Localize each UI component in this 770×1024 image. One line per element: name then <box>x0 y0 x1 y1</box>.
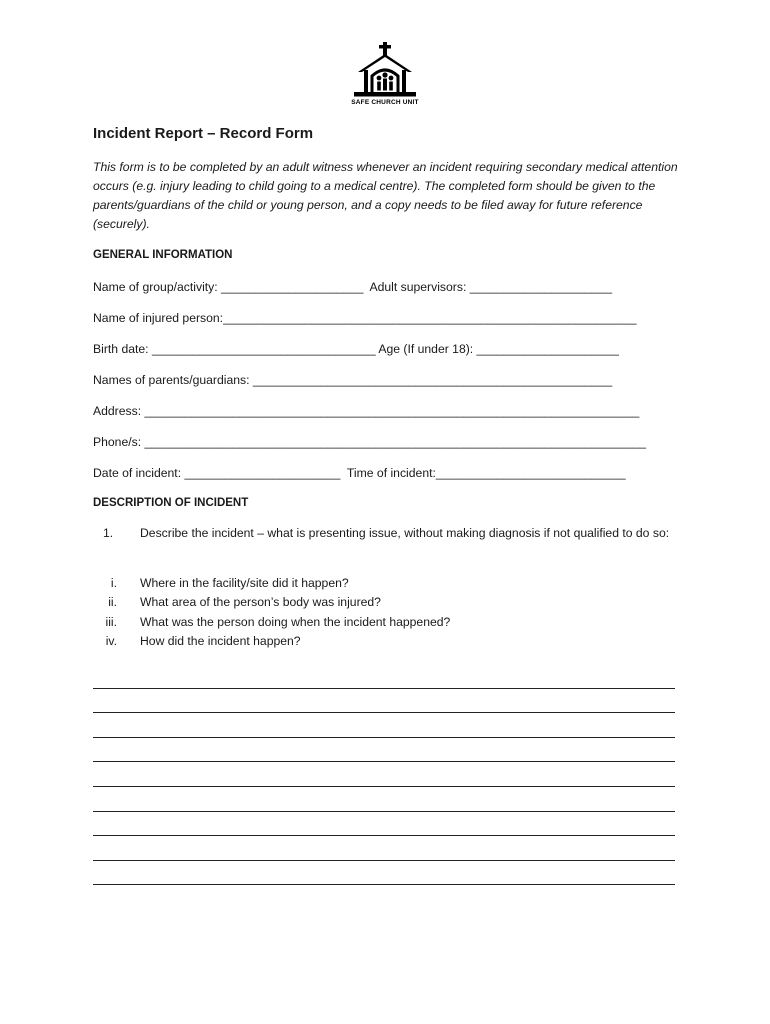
parents-guardians-field[interactable]: Names of parents/guardians: _____________________________________________________ <box>93 373 613 387</box>
question-text: Describe the incident – what is presenting issue, without making diagnosis if not qualified to do so: <box>140 526 670 540</box>
list-item <box>93 613 450 632</box>
list-item <box>93 574 450 593</box>
general-information-heading: GENERAL INFORMATION <box>93 249 233 261</box>
question-1 <box>103 524 683 544</box>
church-icon <box>350 42 420 98</box>
answer-line[interactable] <box>93 738 675 763</box>
answer-line[interactable] <box>93 689 675 714</box>
intro-paragraph: This form is to be completed by an adult witness whenever an incident requiring secondary medical attention occurs (e.g. injury leading to child going to a medical centre). The completed form should be given to the parents/guardians of the child or young person, and a copy needs to be filed away for future reference (securely). <box>93 160 678 231</box>
question-sub-list <box>93 574 450 651</box>
injured-person-field[interactable]: Name of injured person:_____________________________________________________________ <box>93 311 637 325</box>
incident-description-answer-area[interactable] <box>93 664 675 885</box>
answer-line[interactable] <box>93 861 675 886</box>
phone-field[interactable]: Phone/s: __________________________________________________________________________ <box>93 435 647 449</box>
answer-line[interactable] <box>93 762 675 787</box>
list-item-text: How did the incident happen? <box>140 633 301 648</box>
list-numeral: iii. <box>105 614 117 629</box>
page-title: Incident Report – Record Form <box>93 125 314 142</box>
date-time-of-incident-field[interactable]: Date of incident: _______________________ Time of incident:____________________________ <box>93 466 626 480</box>
address-field[interactable]: Address: _________________________________________________________________________ <box>93 404 640 418</box>
birth-date-age-field[interactable]: Birth date: _________________________________ Age (If under 18): _____________________ <box>93 342 619 356</box>
answer-line[interactable] <box>93 713 675 738</box>
answer-line[interactable] <box>93 836 675 861</box>
logo-caption: SAFE CHURCH UNIT <box>351 99 419 106</box>
list-item <box>93 593 450 612</box>
safe-church-unit-logo <box>340 42 430 110</box>
list-item-text: What area of the person’s body was injured? <box>140 595 381 610</box>
list-item <box>93 632 450 651</box>
list-numeral: ii. <box>108 595 117 610</box>
list-numeral: i. <box>110 576 117 590</box>
answer-line[interactable] <box>93 664 675 689</box>
description-of-incident-heading: DESCRIPTION OF INCIDENT <box>93 497 249 509</box>
answer-line[interactable] <box>93 787 675 812</box>
answer-line[interactable] <box>93 812 675 837</box>
group-activity-supervisors-field[interactable]: Name of group/activity: _____________________ Adult supervisors: _____________________ <box>93 280 613 294</box>
list-item-text: Where in the facility/site did it happen? <box>140 576 349 590</box>
question-number: 1. <box>103 526 114 540</box>
list-numeral: iv. <box>105 633 117 648</box>
list-item-text: What was the person doing when the incident happened? <box>140 614 451 629</box>
